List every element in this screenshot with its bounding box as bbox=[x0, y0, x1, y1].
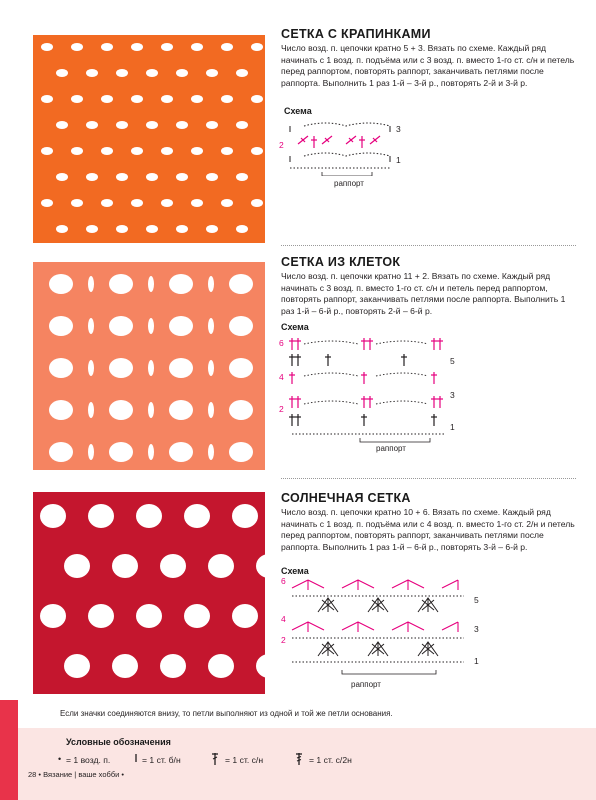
legend-item-chain: = 1 возд. п. bbox=[66, 755, 111, 765]
treble-crochet-icon bbox=[295, 751, 303, 767]
single-crochet-icon bbox=[133, 751, 139, 765]
rapport-label: раппорт bbox=[334, 179, 364, 188]
legend-item-treble-crochet: = 1 ст. с/2н bbox=[309, 755, 352, 765]
photo-mesh-sun bbox=[33, 492, 265, 694]
page-side-tab bbox=[0, 700, 18, 800]
crochet-chart-1 bbox=[286, 118, 398, 176]
row-number: 2 bbox=[281, 635, 286, 645]
row-number: 3 bbox=[474, 624, 479, 634]
row-number: 4 bbox=[281, 614, 286, 624]
legend-item-double-crochet: = 1 ст. с/н bbox=[225, 755, 264, 765]
row-number: 2 bbox=[279, 404, 284, 414]
row-number: 1 bbox=[474, 656, 479, 666]
section-description: Число возд. п. цепочки кратно 10 + 6. Вязать по схеме. Каждый ряд начинать с 1 возд. п. подъёма или с 4 возд. п. вместо 1-го ст. 2/н и петель перед раппортом, повторять раппорт, заканчивать петлями после раппорта. Выполнить 1 раз 1-й – 6-й р., повторять 3-й – 6-й р. bbox=[281, 507, 575, 552]
row-number: 4 bbox=[279, 372, 284, 382]
schema-label: Схема bbox=[281, 566, 309, 576]
section-description: Число возд. п. цепочки кратно 5 + 3. Вязать по схеме. Каждый ряд начинать с 1 возд. п. подъёма или с 3 возд. п. вместо 1-го ст. с/н и петель перед раппортом, повторять раппорт, заканчивать петлями после раппорта. Выполнить 1 раз 1-й – 3-й р., повторять 2-й и 3-й р. bbox=[281, 43, 575, 88]
section-title: СЕТКА С КРАПИНКАМИ bbox=[281, 27, 431, 41]
rapport-label: раппорт bbox=[376, 444, 406, 453]
row-number: 1 bbox=[450, 422, 455, 432]
chain-stitch-icon: • bbox=[58, 754, 62, 764]
divider bbox=[281, 478, 576, 479]
schema-label: Схема bbox=[281, 322, 309, 332]
divider bbox=[281, 245, 576, 246]
photo-mesh-dots bbox=[33, 35, 265, 243]
row-number: 2 bbox=[279, 140, 284, 150]
row-number: 3 bbox=[450, 390, 455, 400]
page-footer: 28 • Вязание | ваше хобби • bbox=[28, 770, 125, 779]
double-crochet-icon bbox=[211, 751, 219, 767]
section-description: Число возд. п. цепочки кратно 11 + 2. Вязать по схеме. Каждый ряд начинать с 3 возд. п. вместо 1-го ст. с/н и петель перед раппортом, повторять раппорт, заканчивать петлями после раппорта. Выполнить 1 раз 1-й – 6-й р., повторять 2-й – 6-й р. bbox=[281, 271, 566, 316]
crochet-chart-2 bbox=[284, 334, 454, 446]
legend-title: Условные обозначения bbox=[66, 737, 171, 747]
section-title: СЕТКА ИЗ КЛЕТОК bbox=[281, 255, 401, 269]
row-number: 6 bbox=[279, 338, 284, 348]
row-number: 3 bbox=[396, 124, 401, 134]
photo-mesh-checks bbox=[33, 262, 265, 470]
row-number: 5 bbox=[474, 595, 479, 605]
row-number: 6 bbox=[281, 576, 286, 586]
rapport-label: раппорт bbox=[351, 680, 381, 689]
section-title: СОЛНЕЧНАЯ СЕТКА bbox=[281, 491, 411, 505]
schema-label: Схема bbox=[284, 106, 312, 116]
crochet-chart-3 bbox=[288, 576, 470, 680]
row-number: 5 bbox=[450, 356, 455, 366]
row-number: 1 bbox=[396, 155, 401, 165]
legend-item-single-crochet: = 1 ст. б/н bbox=[142, 755, 181, 765]
note-text: Если значки соединяются внизу, то петли выполняют из одной и той же петли основания. bbox=[60, 709, 393, 718]
